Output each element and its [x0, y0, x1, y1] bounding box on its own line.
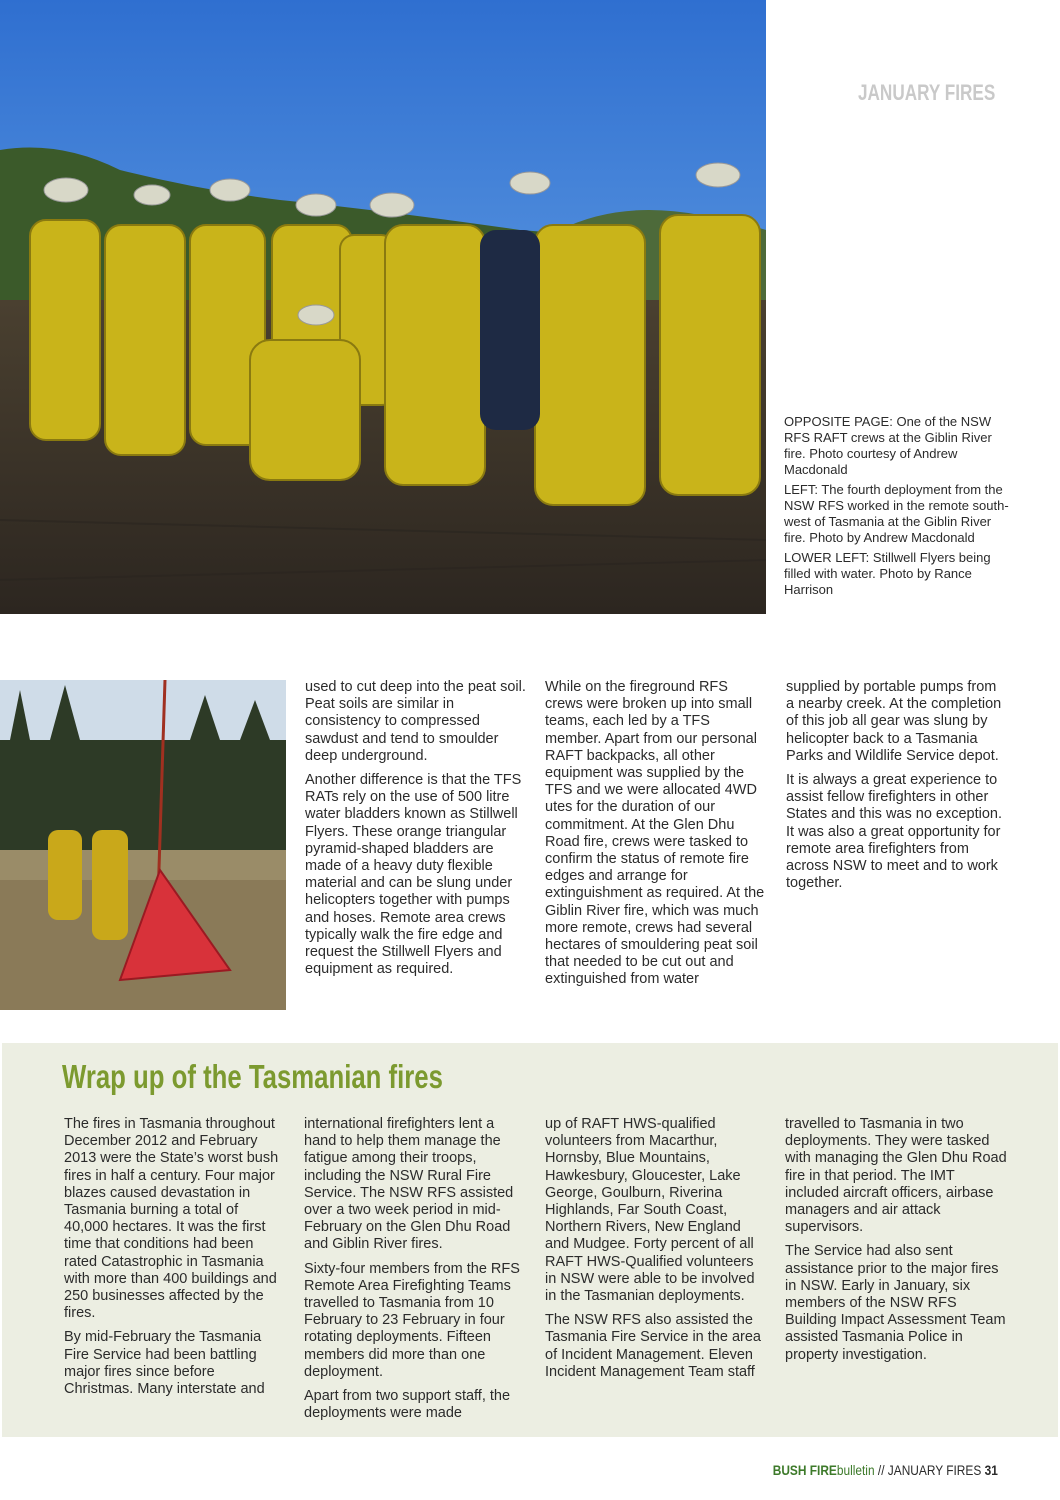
page-footer	[773, 1462, 998, 1478]
wrap-up-column-3	[545, 1116, 767, 1388]
footer-section: JANUARY FIRES	[887, 1462, 982, 1478]
article-column-1	[305, 679, 527, 985]
paragraph: The NSW RFS also assisted the Tasmania Fire Service in the area of Incident Management. Eleven Incident Management Team staff	[545, 1312, 761, 1380]
wrap-up-column-2	[304, 1116, 526, 1429]
paragraph: The fires in Tasmania throughout December 2012 and February 2013 were the State’s worst bush fires in half a century. Four major blazes caused devastation in Tasmania burning a total of 40,000 hectares. It was the first time that conditions had been rated Catastrophic in Tasmania with more than 400 buildings and 250 businesses affected by the fires.	[64, 1116, 279, 1322]
caption-left: LEFT: The fourth deployment from the NSW RFS worked in the remote south-west of Tasmania at the Giblin River fire. Photo by Andrew Macdonald	[784, 482, 1009, 545]
wrap-up-column-4	[785, 1116, 1007, 1371]
paragraph: Apart from two support staff, the deployments were made	[304, 1388, 511, 1422]
photo-caption	[784, 414, 1014, 602]
paragraph: used to cut deep into the peat soil. Peat soils are similar in consistency to compressed sawdust and tend to smoulder deep underground.	[305, 679, 526, 764]
paragraph: While on the fireground RFS crews were broken up into small teams, each led by a TFS member. Apart from our personal RAFT backpacks, all other equipment was supplied by the TFS and we were allocated 4WD utes for the duration of our commitment. At the Glen Dhu Road fire, crews were tasked to confirm the status of remote fire edges and arrange for extinguishment as required. At the Giblin River fire, which was much more remote, crews had several hectares of smouldering peat soil that needed to be cut out and extinguished from water	[545, 679, 765, 988]
paragraph: By mid-February the Tasmania Fire Service had been battling major fires since before Christmas. Many interstate and	[64, 1329, 265, 1398]
caption-lower-left: LOWER LEFT: Stillwell Flyers being filled with water. Photo by Rance Harrison	[784, 550, 991, 597]
paragraph: international firefighters lent a hand to help them manage the fatigue among their troops, including the NSW Rural Fire Service. The NSW RFS assisted over a two week period in mid-February on the Glen Dhu Road and Giblin River fires.	[304, 1116, 514, 1253]
paragraph: The Service had also sent assistance prior to the major fires in NSW. Early in January, six members of the NSW RFS Building Impact Assessment Team assisted Tasmania Police in property investigation.	[785, 1243, 1006, 1363]
caption-opposite-page: OPPOSITE PAGE: One of the NSW RFS RAFT crews at the Giblin River fire. Photo courtesy of Andrew Macdonald	[784, 414, 992, 477]
wrap-up-title: Wrap up of the Tasmanian fires	[62, 1058, 443, 1095]
paragraph: travelled to Tasmania in two deployments. They were tasked with managing the Glen Dhu Road fire in that period. The IMT included aircraft officers, airbase managers and air attack supervisors.	[785, 1116, 1007, 1236]
page-number: 31	[984, 1462, 998, 1478]
paragraph: Sixty-four members from the RFS Remote Area Firefighting Teams travelled to Tasmania from 10 February to 23 February in four rotating deployments. Fifteen members did more than one deployment.	[304, 1260, 520, 1380]
section-label: JANUARY FIRES	[858, 80, 996, 105]
paragraph: Another difference is that the TFS RATs rely on the use of 500 litre water bladders known as Stillwell Flyers. These orange triangular pyramid-shaped bladders are made of a heavy duty flexible material and can be slung under helicopters together with pumps and hoses. Remote area crews typically walk the fire edge and request the Stillwell Flyers and equipment as required.	[305, 772, 522, 978]
article-column-3	[786, 679, 1008, 899]
footer-separator: //	[874, 1462, 888, 1478]
wrap-up-column-1	[64, 1116, 286, 1405]
footer-brand-light: bulletin	[837, 1462, 875, 1478]
crew-photo	[0, 0, 766, 614]
paragraph: up of RAFT HWS-qualified volunteers from Macarthur, Hornsby, Blue Mountains, Hawkesbury, Gloucester, Lake George, Goulburn, Riverina Highlands, Far South Coast, Northern Rivers, New England and Mudgee. Forty percent of all RAFT HWS-Qualified volunteers in NSW were able to be involved in the Tasmanian deployments.	[545, 1116, 755, 1305]
paragraph: supplied by portable pumps from a nearby creek. At the completion of this job all gear was slung by helicopter back to a Tasmania Parks and Wildlife Service depot.	[786, 679, 1002, 764]
stillwell-flyer-photo	[0, 680, 286, 1010]
article-column-2	[545, 679, 767, 996]
paragraph: It is always a great experience to assist fellow firefighters in other States and this was no exception. It was also a great opportunity for remote area firefighters from across NSW to meet and to work together.	[786, 772, 1003, 892]
footer-brand-bold: BUSH FIRE	[772, 1462, 838, 1478]
